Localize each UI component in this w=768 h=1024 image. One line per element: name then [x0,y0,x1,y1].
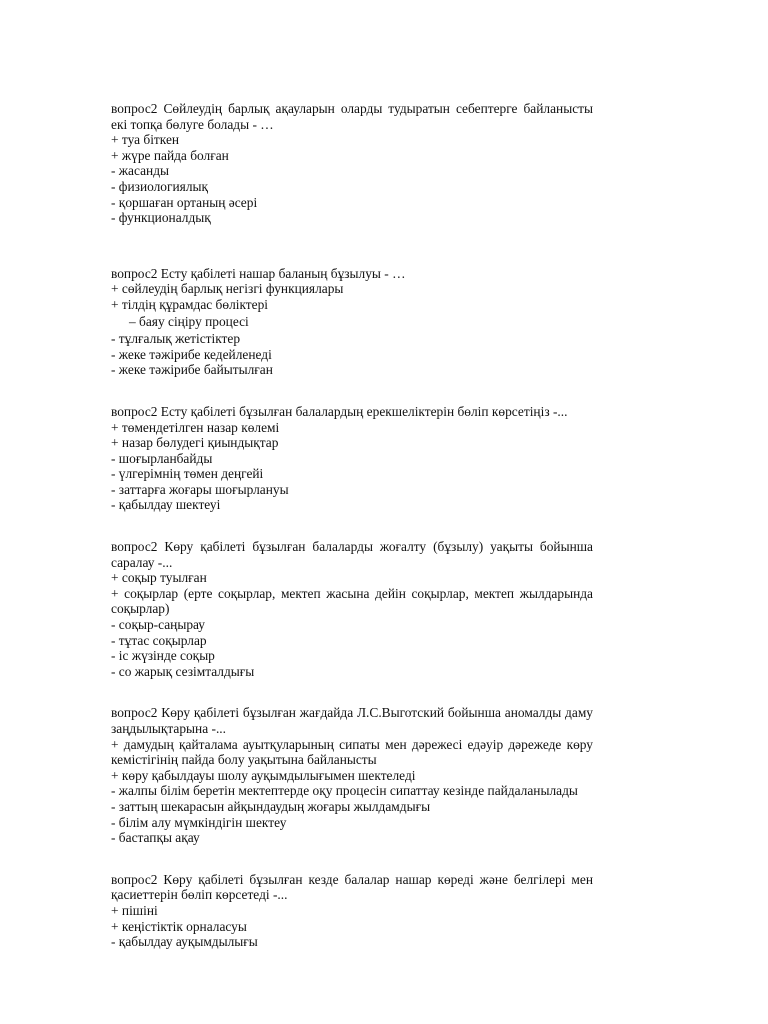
answer-option: - қабылдау ауқымдылығы [111,934,258,950]
answer-option: + туа біткен [111,132,180,148]
answer-option: - қоршаған ортаның әсері [111,194,258,210]
answer-option: + кеңістіктік орналасуы [111,918,247,934]
answer-option: + төмендетілген назар көлемі [111,419,280,435]
answer-option: - функционалдық [111,210,211,226]
answer-option: + соқырлар (ерте соқырлар, мектеп жасына дейін соқырлар, мектеп жылдарында соқырлар) [111,585,593,617]
answer-option: - іс жүзінде соқыр [111,648,215,664]
spacer [111,226,593,266]
answer-option: - қабылдау шектеуі [111,497,221,513]
answer-option: - үлгерімнің төмен деңгейі [111,466,264,482]
document-page [111,101,593,950]
answer-option: - со жарық сезімталдығы [111,663,255,679]
answer-option: - физиологиялық [111,178,209,194]
question-text: вопрос2 Сөйлеудің барлық ақауларын оларды тудыратын себептерге байланысты екі топқа бөлуге болады - … [111,101,593,132]
answer-option: + пішіні [111,902,158,918]
question-block-2 [111,266,593,378]
spacer [111,378,593,404]
question-block-3 [111,404,593,513]
question-text: вопрос2 Көру қабілеті бұзылған кезде балалар нашар көреді және белгілері мен қасиеттерін бөліп көрсетеді -... [111,871,593,903]
answer-option: + назар бөлудегі қиындықтар [111,435,279,451]
answer-option: - жасанды [111,163,170,179]
answer-option: - заттың шекарасын айқындаудың жоғары жылдамдығы [111,798,431,814]
question-block-5 [111,705,593,845]
question-text: вопрос2 Есту қабілеті бұзылған балалардың ерекшеліктерін бөліп көрсетіңіз -... [111,403,568,419]
answer-option: - білім алу мүмкіндігін шектеу [111,814,287,830]
spacer [111,846,593,872]
answer-option: + сөйлеудің барлық негізгі функциялары [111,281,344,297]
answer-option: - соқыр-саңырау [111,617,205,633]
answer-option: – баяу сіңіру процесі [129,313,249,329]
answer-option: + жүре пайда болған [111,147,229,163]
spacer [111,679,593,705]
question-text: вопрос2 Есту қабілеті нашар баланың бұзылуы - … [111,265,406,281]
answer-option: - тұтас соқырлар [111,632,207,648]
answer-option: - жеке тәжірибе байытылған [111,362,273,378]
answer-option: + дамудың қайталама ауытқуларының сипаты мен дәрежесі едәуір дәрежеде көру кемістігінің пайда болу уақытына байланысты [111,736,593,768]
answer-option: - тұлғалық жетістіктер [111,331,241,347]
answer-option: - заттарға жоғары шоғырлануы [111,481,289,497]
answer-option: + соқыр туылған [111,570,207,586]
spacer [111,513,593,539]
answer-option: + көру қабылдауы шолу ауқымдылығымен шектеледі [111,767,416,783]
question-text: вопрос2 Көру қабілеті бұзылған балаларды жоғалту (бұзылу) уақыты бойынша саралау -... [111,539,593,570]
question-block-4 [111,539,593,679]
question-text: вопрос2 Көру қабілеті бұзылған жағдайда Л.С.Выготский бойынша аномалды даму заңдылықтарына -... [111,705,593,736]
question-block-6 [111,872,593,950]
answer-option: - жалпы білім беретін мектептерде оқу процесін сипаттау кезінде пайдаланылады [111,783,578,799]
answer-option: - шоғырланбайды [111,450,213,466]
answer-option: - жеке тәжірибе кедейленеді [111,346,272,362]
answer-option: + тілдің құрамдас бөліктері [111,296,269,312]
answer-option: - бастапқы ақау [111,830,200,846]
question-block-1 [111,101,593,226]
